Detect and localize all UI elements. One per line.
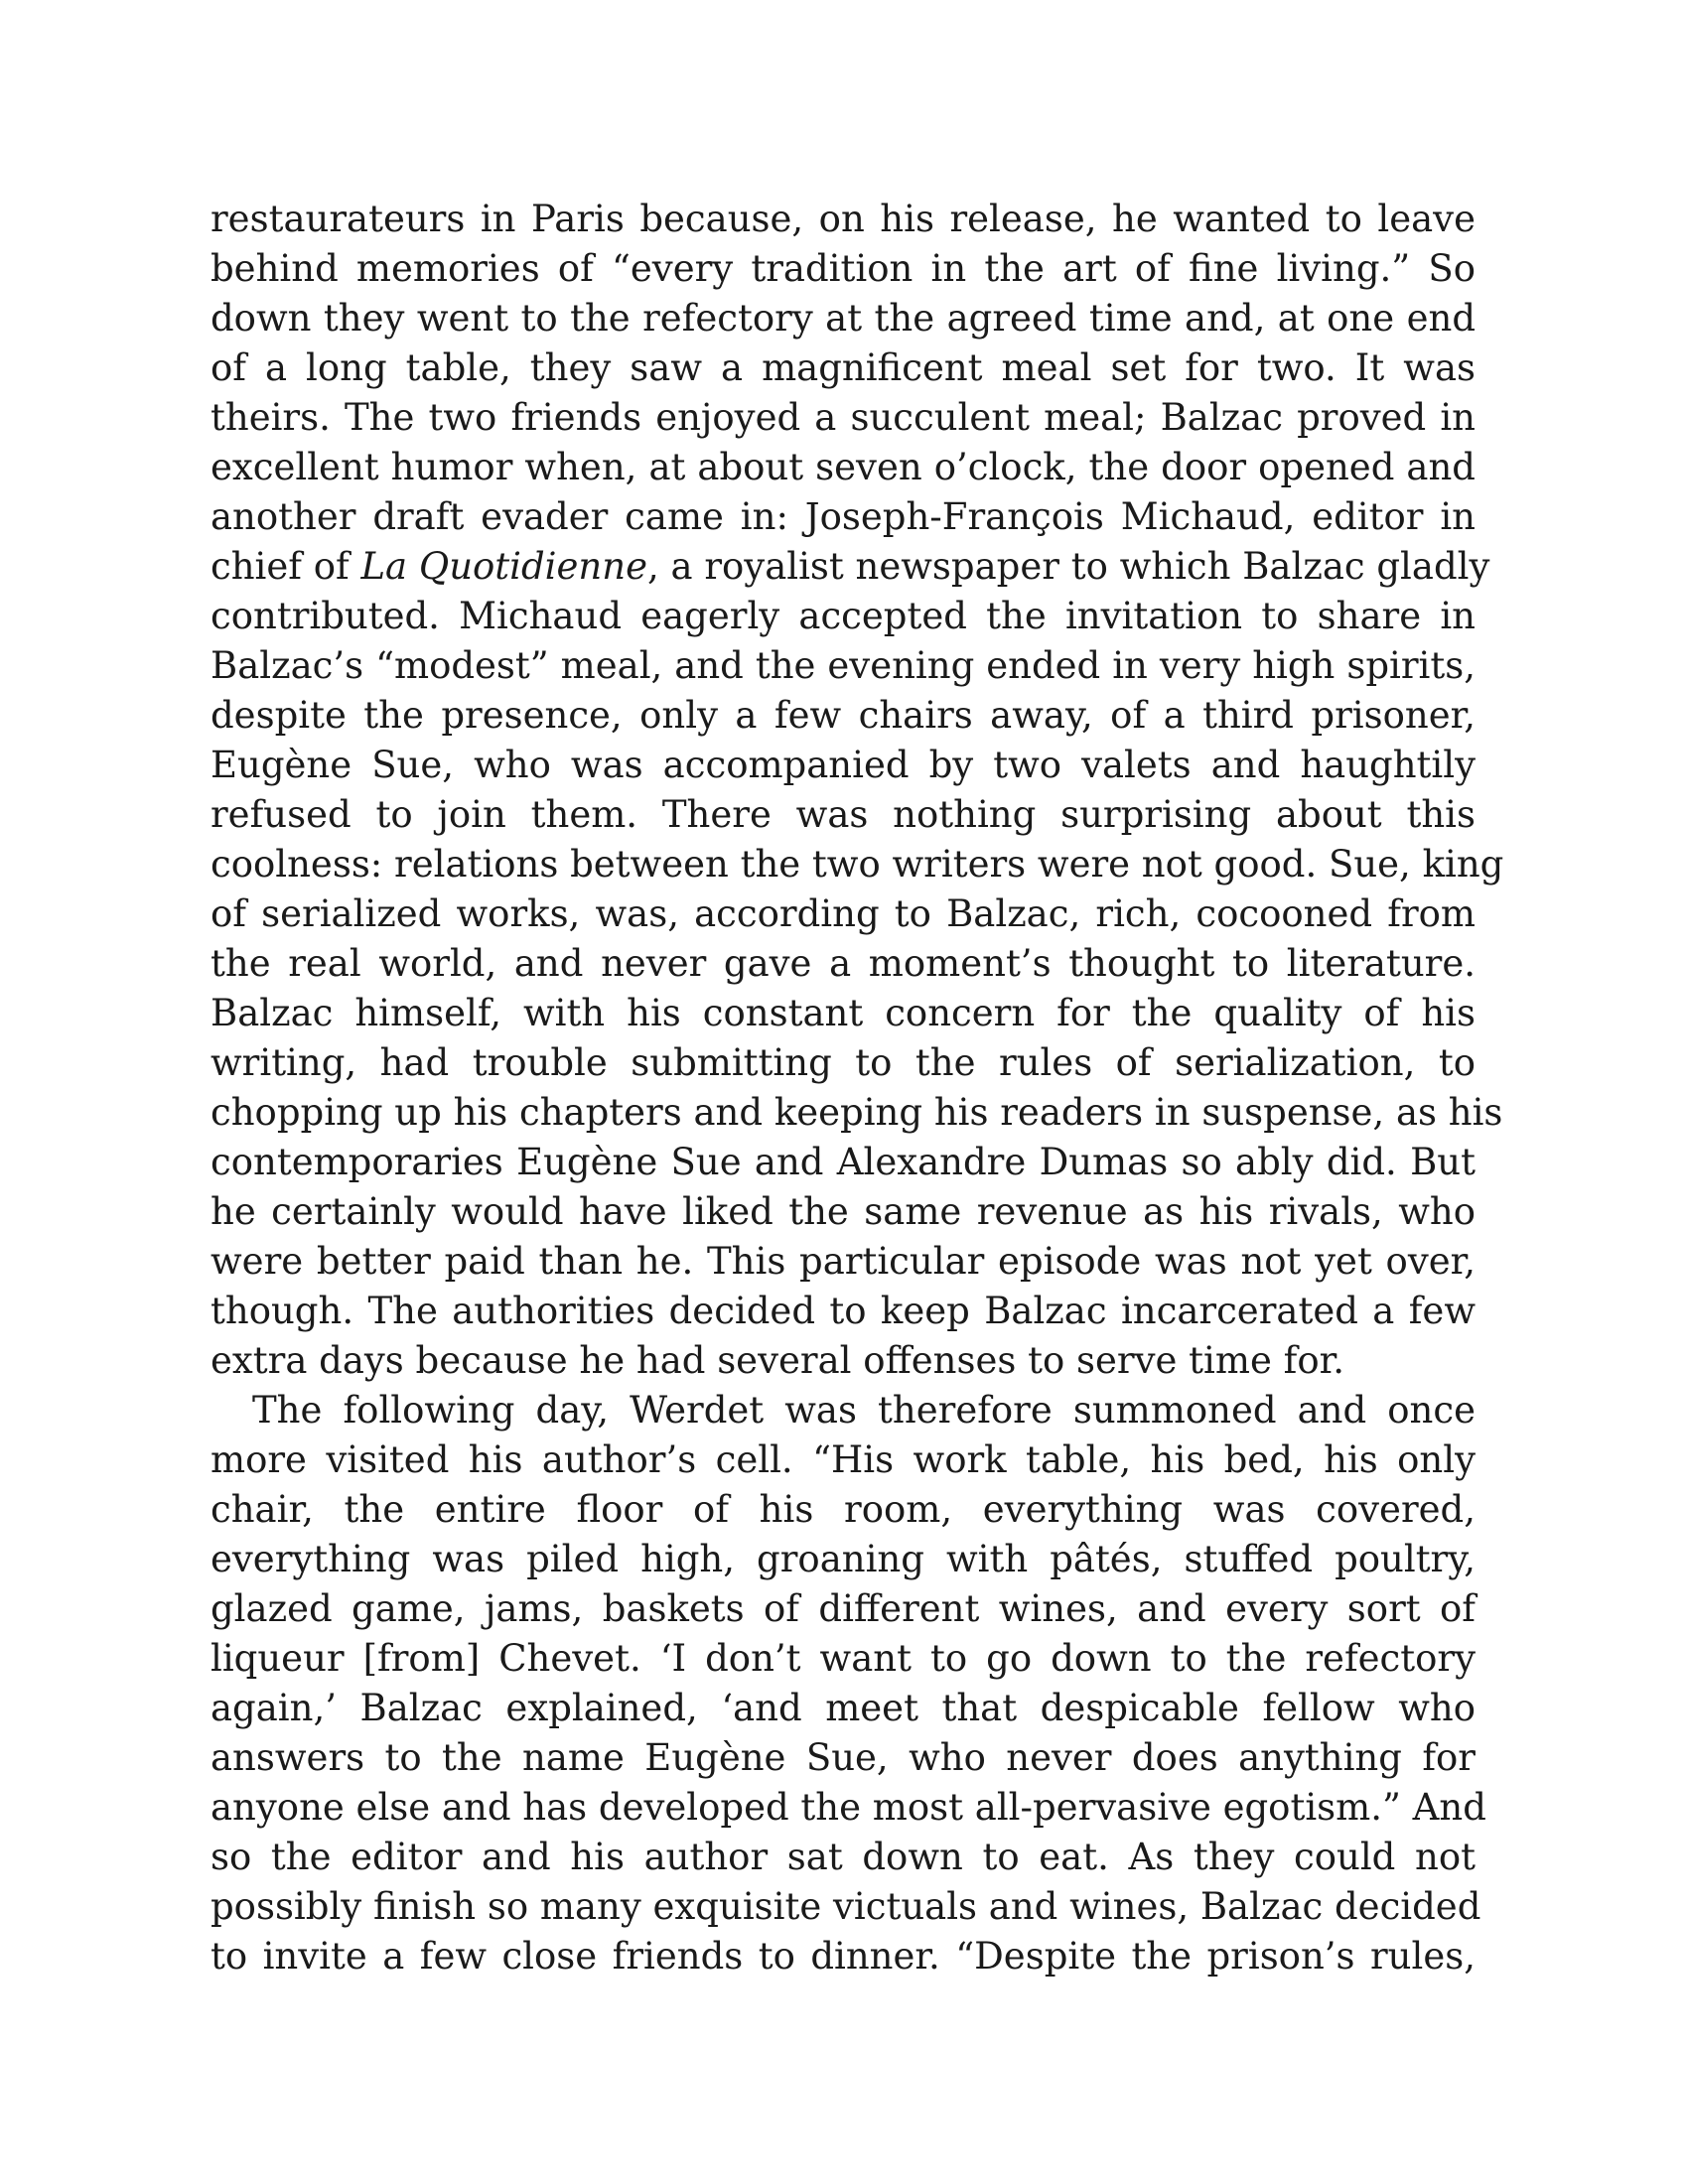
text-line: anyone else and has developed the most all-pervasive egotism.” And <box>211 1786 1486 1829</box>
text-line-with-italic <box>211 542 1490 592</box>
text-line: refused to join them. There was nothing surprising about this <box>211 793 1476 836</box>
text-line: another draft evader came in: Joseph-François Michaud, editor in <box>211 495 1476 538</box>
text-line: more visited his author’s cell. “His work table, his bed, his only <box>211 1438 1476 1481</box>
page-body <box>211 195 1504 1981</box>
text-segment: , a royalist newspaper to which Balzac gladly <box>646 545 1490 588</box>
paragraph-1 <box>211 195 1504 1386</box>
text-line: extra days because he had several offenses to serve time for. <box>211 1339 1344 1382</box>
text-line: again,’ Balzac explained, ‘and meet that despicable fellow who <box>211 1687 1476 1729</box>
text-line: answers to the name Eugène Sue, who never does anything for <box>211 1736 1476 1779</box>
text-line: chair, the entire floor of his room, everything was covered, <box>211 1488 1476 1531</box>
text-line: the real world, and never gave a moment’s thought to literature. <box>211 942 1476 985</box>
text-line: The following day, Werdet was therefore summoned and once <box>252 1389 1476 1432</box>
text-line: writing, had trouble submitting to the rules of serialization, to <box>211 1041 1476 1084</box>
text-line: so the editor and his author sat down to eat. As they could not <box>211 1836 1476 1878</box>
text-line: despite the presence, only a few chairs away, of a third prisoner, <box>211 694 1476 737</box>
text-line: to invite a few close friends to dinner. “Despite the prison’s rules, <box>211 1935 1476 1978</box>
text-line: contributed. Michaud eagerly accepted the invitation to share in <box>211 595 1476 637</box>
text-line: Balzac’s “modest” meal, and the evening ended in very high spirits, <box>211 644 1476 687</box>
text-line: Balzac himself, with his constant concern for the quality of his <box>211 992 1476 1034</box>
text-line: were better paid than he. This particular episode was not yet over, <box>211 1240 1476 1283</box>
text-segment: chief of <box>211 545 361 588</box>
text-line: he certainly would have liked the same revenue as his rivals, who <box>211 1190 1476 1233</box>
text-line: though. The authorities decided to keep Balzac incarcerated a few <box>211 1290 1476 1332</box>
text-line: possibly finish so many exquisite victuals and wines, Balzac decided <box>211 1885 1481 1928</box>
text-line: behind memories of “every tradition in the art of fine living.” So <box>211 247 1476 290</box>
text-line: of serialized works, was, according to Balzac, rich, cocooned from <box>211 892 1476 935</box>
text-line: excellent humor when, at about seven o’clock, the door opened and <box>211 446 1476 488</box>
newspaper-title: La Quotidienne <box>360 545 647 588</box>
text-line: liqueur [from] Chevet. ‘I don’t want to go down to the refectory <box>211 1637 1476 1680</box>
text-line: Eugène Sue, who was accompanied by two valets and haughtily <box>211 744 1476 786</box>
paragraph-2 <box>211 1386 1486 1981</box>
text-line: restaurateurs in Paris because, on his release, he wanted to leave <box>211 198 1476 240</box>
text-line: contemporaries Eugène Sue and Alexandre Dumas so ably did. But <box>211 1141 1476 1183</box>
text-line: theirs. The two friends enjoyed a succulent meal; Balzac proved in <box>211 396 1476 439</box>
text-line: everything was piled high, groaning with pâtés, stuffed poultry, <box>211 1538 1476 1580</box>
text-line: of a long table, they saw a magnificent meal set for two. It was <box>211 346 1476 389</box>
text-line: coolness: relations between the two writers were not good. Sue, king <box>211 843 1504 886</box>
text-line: glazed game, jams, baskets of different wines, and every sort of <box>211 1587 1476 1630</box>
text-line: chopping up his chapters and keeping his readers in suspense, as his <box>211 1091 1503 1134</box>
text-line: down they went to the refectory at the agreed time and, at one end <box>211 297 1476 340</box>
